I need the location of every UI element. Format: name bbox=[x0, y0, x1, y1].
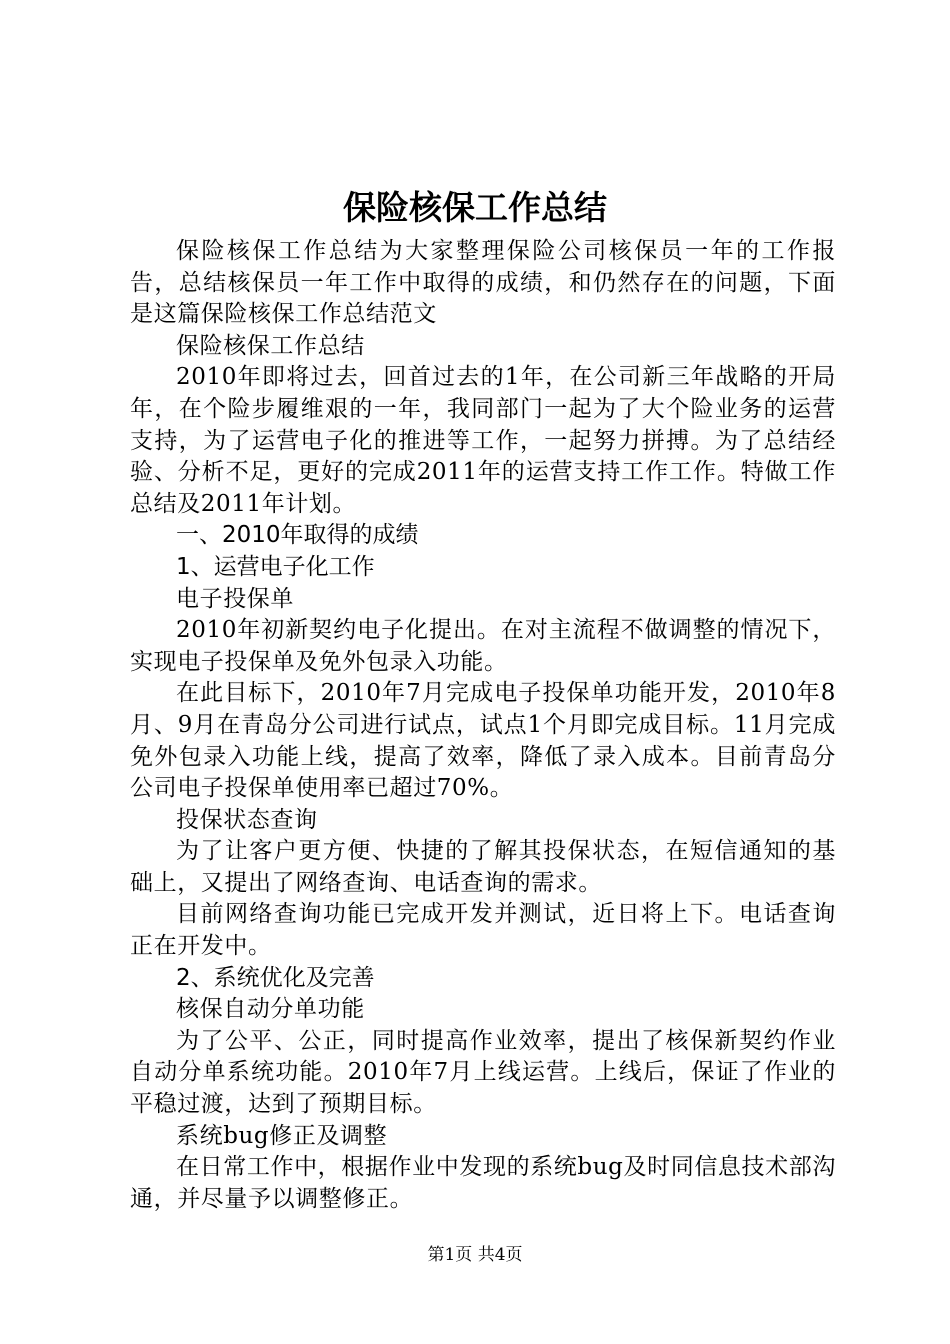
document-title: 保险核保工作总结 bbox=[343, 188, 607, 227]
body-paragraph: 目前网络查询功能已完成开发并测试，近日将上下。电话查询正在开发中。 bbox=[130, 901, 836, 960]
topic-label-bug-fixes: 系统bug修正及调整 bbox=[176, 1122, 388, 1149]
section-heading-achievements: 一、2010年取得的成绩 bbox=[176, 522, 419, 549]
page-number-footer: 第1页 共4页 bbox=[427, 1245, 523, 1265]
opening-paragraph: 2010年即将过去，回首过去的1年，在公司新三年战略的开局年，在个险步履维艰的一年，我同部门一起为了大个险业务的运营支持，为了运营电子化的推进等工作，一起努力拼搏。为了总结经验、分析不足，更好的完成2011年的运营支持工作工作。特做工作总结及2011年计划。 bbox=[130, 364, 836, 517]
document-body bbox=[130, 236, 836, 1215]
topic-label-status-query: 投保状态查询 bbox=[176, 806, 318, 833]
intro-paragraph: 保险核保工作总结为大家整理保险公司核保员一年的工作报告，总结核保员一年工作中取得的成绩，和仍然存在的问题，下面是这篇保险核保工作总结范文 bbox=[130, 238, 836, 328]
body-paragraph: 为了公平、公正，同时提高作业效率，提出了核保新契约作业自动分单系统功能。2010年7月上线运营。上线后，保证了作业的平稳过渡，达到了预期目标。 bbox=[130, 1027, 836, 1118]
topic-label-auto-dispatch: 核保自动分单功能 bbox=[176, 996, 365, 1023]
subsection-heading-digitalization: 1、运营电子化工作 bbox=[176, 553, 375, 580]
subsection-heading-system-optimization: 2、系统优化及完善 bbox=[176, 964, 375, 991]
body-paragraph: 2010年初新契约电子化提出。在对主流程不做调整的情况下，实现电子投保单及免外包录入功能。 bbox=[130, 617, 836, 675]
body-paragraph: 在此目标下，2010年7月完成电子投保单功能开发，2010年8月、9月在青岛分公司进行试点，试点1个月即完成目标。11月完成免外包录入功能上线，提高了效率，降低了录入成本。目前青岛分公司电子投保单使用率已超过70%。 bbox=[130, 680, 836, 802]
body-paragraph: 在日常工作中，根据作业中发现的系统bug及时同信息技术部沟通，并尽量予以调整修正。 bbox=[130, 1154, 836, 1212]
subtitle-line: 保险核保工作总结 bbox=[176, 332, 365, 359]
body-paragraph: 为了让客户更方便、快捷的了解其投保状态，在短信通知的基础上，又提出了网络查询、电话查询的需求。 bbox=[130, 838, 836, 896]
topic-label-e-application: 电子投保单 bbox=[176, 585, 294, 612]
